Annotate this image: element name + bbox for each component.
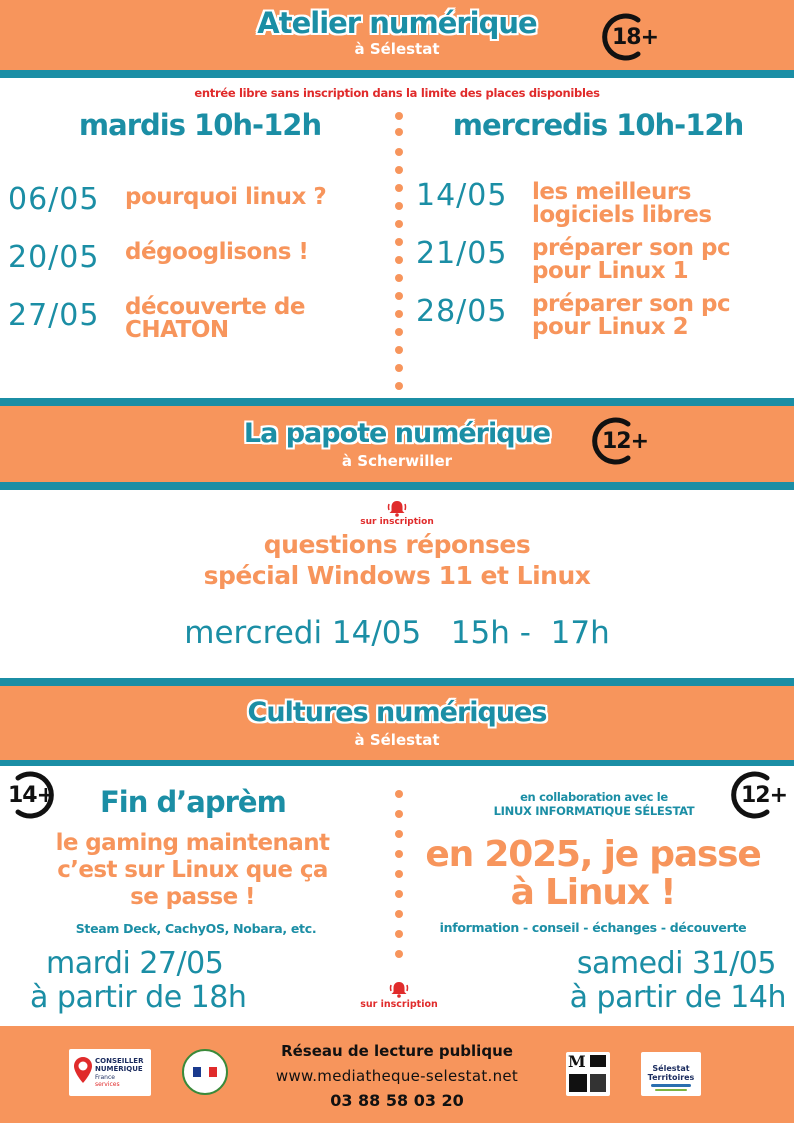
age-badge-18 <box>598 12 659 62</box>
gaming-examples: Steam Deck, CachyOS, Nobara, etc. <box>75 921 317 936</box>
alarm-icon <box>389 980 409 998</box>
session-topic: pour Linux 2 <box>532 314 689 340</box>
session-topic: préparer son pc <box>532 235 731 261</box>
age-badge-label: 18+ <box>611 24 659 50</box>
conseiller-line3: France <box>95 1074 115 1081</box>
age-badge-14 <box>8 770 58 820</box>
gaming-line2: c’est sur Linux que ça <box>57 857 328 883</box>
selestat-territoires-logo <box>641 1052 701 1096</box>
papote-line1: questions réponses <box>263 530 531 559</box>
session-topic: les meilleurs <box>532 179 691 205</box>
age-badge-12 <box>588 416 649 466</box>
left-event-date: mardi 27/05 <box>46 946 224 981</box>
papote-when: mercredi 14/05 15h - 17h <box>184 615 610 651</box>
collab-line1: en collaboration avec le <box>520 790 668 804</box>
linux-tags: information - conseil - échanges - découverte <box>439 920 747 935</box>
gaming-line3: se passe ! <box>130 884 255 910</box>
age-badge-label: 12+ <box>740 782 788 808</box>
age-badge-label: 14+ <box>7 782 55 808</box>
gaming-line1: le gaming maintenant <box>55 830 330 856</box>
atelier-location: à Sélestat <box>354 40 440 58</box>
papote-top-line <box>0 398 794 406</box>
collab-line2: LINUX INFORMATIQUE SÉLESTAT <box>493 804 695 818</box>
papote-bottom-line <box>0 482 794 490</box>
cultures-title: Cultures numériques <box>247 697 547 728</box>
age-badge-label: 12+ <box>601 428 649 454</box>
alarm-icon <box>387 499 407 517</box>
left-event-time: à partir de 18h <box>30 980 247 1015</box>
footer-phone: 03 88 58 03 20 <box>330 1091 464 1110</box>
location-pin-icon <box>74 1057 92 1083</box>
linux-headline1: en 2025, je passe <box>425 834 761 875</box>
linux-headline2: à Linux ! <box>510 872 676 913</box>
atelier-notice: entrée libre sans inscription dans la limite des places disponibles <box>194 86 600 100</box>
fin-daprem-heading: Fin d’aprèm <box>100 785 286 819</box>
session-topic: préparer son pc <box>532 291 731 317</box>
session-date: 27/05 <box>8 298 100 333</box>
session-topic: pourquoi linux ? <box>125 184 327 210</box>
atelier-right-heading: mercredis 10h-12h <box>452 108 744 142</box>
session-topic: pour Linux 1 <box>532 258 689 284</box>
conseiller-line4: services <box>95 1081 120 1088</box>
session-topic: logiciels libres <box>532 202 712 228</box>
footer-network: Réseau de lecture publique <box>281 1042 513 1060</box>
atelier-left-heading: mardis 10h-12h <box>78 108 322 142</box>
session-date: 20/05 <box>8 240 100 275</box>
cultures-top-line <box>0 678 794 686</box>
session-date: 28/05 <box>416 294 508 329</box>
right-event-time: à partir de 14h <box>569 980 786 1015</box>
conseiller-numerique-logo <box>69 1049 151 1096</box>
papote-title: La papote numérique <box>243 418 551 449</box>
papote-line2: spécial Windows 11 et Linux <box>203 561 591 590</box>
conseiller-line1: CONSEILLER <box>95 1057 144 1065</box>
papote-inscription: sur inscription <box>360 517 434 527</box>
mediatheque-logo: M <box>566 1052 610 1096</box>
papote-location: à Scherwiller <box>341 452 453 470</box>
footer-website[interactable]: www.mediatheque-selestat.net <box>275 1067 519 1085</box>
session-topic: dégooglisons ! <box>125 239 309 265</box>
right-event-date: samedi 31/05 <box>576 946 776 981</box>
conseiller-line2: NUMÉRIQUE <box>95 1065 143 1073</box>
atelier-title: Atelier numérique <box>257 6 537 40</box>
session-topic: découverte de CHATON <box>125 294 305 343</box>
cultures-bottom-line <box>0 760 794 766</box>
session-date: 21/05 <box>416 236 508 271</box>
cultures-inscription: sur inscription <box>360 999 438 1010</box>
cultures-location: à Sélestat <box>354 731 440 749</box>
session-date: 06/05 <box>8 182 100 217</box>
session-date: 14/05 <box>416 178 508 213</box>
atelier-header-line <box>0 70 794 78</box>
selestat-logo-text: Sélestat Territoires <box>647 1064 695 1082</box>
